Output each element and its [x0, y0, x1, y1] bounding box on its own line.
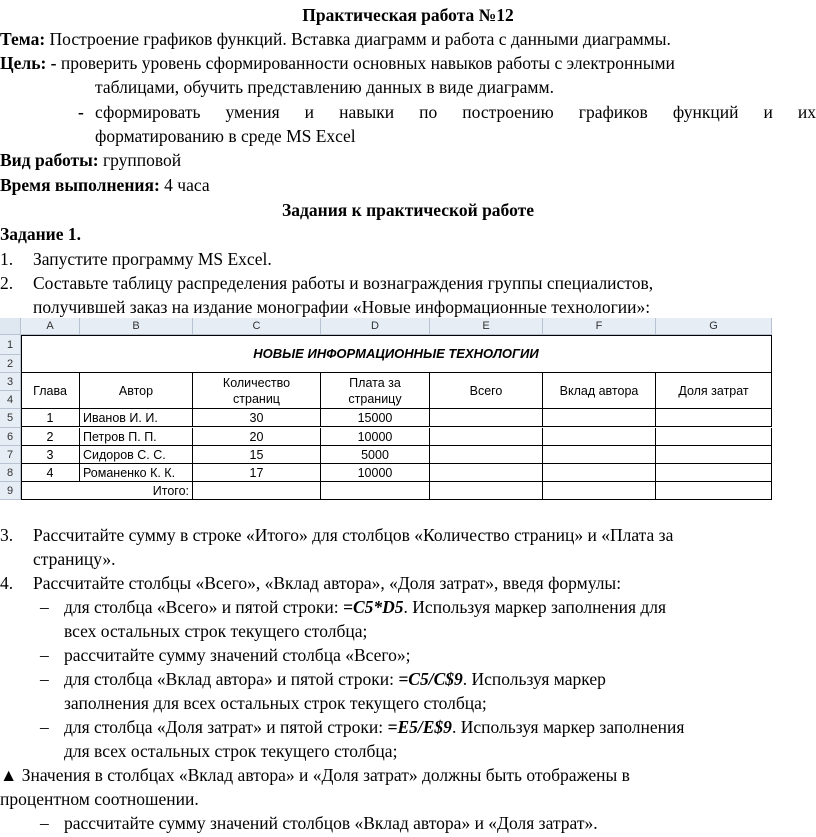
- header-cell: Доля затрат: [656, 373, 772, 409]
- sheet-corner[interactable]: [0, 318, 21, 335]
- header-cell: Количество страниц: [193, 373, 321, 409]
- row-header-6[interactable]: 6: [0, 428, 21, 446]
- row-header-4[interactable]: 4: [0, 391, 21, 409]
- column-header-d[interactable]: D: [321, 318, 430, 335]
- row-header-5[interactable]: 5: [0, 409, 21, 428]
- header-cell: Всего: [430, 373, 543, 409]
- task1-heading: Задание 1.: [0, 224, 82, 244]
- table-cell[interactable]: [543, 409, 656, 427]
- table-cell[interactable]: 5000: [321, 446, 430, 464]
- column-header-g[interactable]: G: [656, 318, 772, 335]
- table-cell[interactable]: 10000: [321, 428, 430, 446]
- table-cell[interactable]: 10000: [321, 464, 430, 482]
- row-header-1[interactable]: 1: [0, 335, 21, 355]
- column-header-c[interactable]: C: [193, 318, 321, 335]
- column-header-b[interactable]: B: [80, 318, 193, 335]
- goal-line: Цель: - проверить уровень сформированности основных навыков работы с электронными: [0, 53, 675, 73]
- table-cell[interactable]: [543, 446, 656, 464]
- total-label: Итого:: [21, 482, 193, 500]
- row-header-8[interactable]: 8: [0, 464, 21, 482]
- column-header-e[interactable]: E: [430, 318, 543, 335]
- table-cell[interactable]: Романенко К. К.: [80, 464, 193, 482]
- doc-title: Практическая работа №12: [302, 5, 514, 25]
- work-type: Вид работы: групповой: [0, 150, 182, 170]
- table-cell[interactable]: 20: [193, 428, 321, 446]
- table-cell[interactable]: [430, 428, 543, 446]
- table-cell[interactable]: 3: [21, 446, 80, 464]
- table-cell[interactable]: 15000: [321, 409, 430, 427]
- item-3-cont: страницу».: [33, 549, 116, 569]
- table-cell[interactable]: [656, 446, 772, 464]
- table-title: НОВЫЕ ИНФОРМАЦИОННЫЕ ТЕХНОЛОГИИ: [21, 335, 772, 373]
- table-cell[interactable]: Петров П. П.: [80, 428, 193, 446]
- table-cell[interactable]: [430, 446, 543, 464]
- header-cell: Автор: [80, 373, 193, 409]
- table-cell[interactable]: 17: [193, 464, 321, 482]
- total-cell[interactable]: [543, 482, 656, 500]
- header-cell: Вклад автора: [543, 373, 656, 409]
- header-cell: Плата за страницу: [321, 373, 430, 409]
- table-cell[interactable]: 2: [21, 428, 80, 446]
- table-cell[interactable]: [543, 428, 656, 446]
- subitem-3-cont: заполнения для всех остальных строк текущего столбца;: [64, 693, 487, 713]
- duration: Время выполнения: 4 часа: [0, 175, 210, 195]
- column-header-a[interactable]: A: [21, 318, 80, 335]
- subitem-4-cont: для всех остальных строк текущего столбца;: [64, 741, 398, 761]
- table-cell[interactable]: [430, 409, 543, 427]
- goal2-line: - сформировать умения и навыки по построению графиков функций и их: [78, 102, 816, 122]
- note-line: ▲ Значения в столбцах «Вклад автора» и «Доля затрат» должны быть отображены в: [0, 765, 630, 785]
- table-cell[interactable]: Иванов И. И.: [80, 409, 193, 427]
- row-header-9[interactable]: 9: [0, 482, 21, 500]
- excel-sheet: [0, 318, 772, 518]
- table-cell[interactable]: [430, 464, 543, 482]
- total-cell[interactable]: [656, 482, 772, 500]
- subitem-1-cont: всех остальных строк текущего столбца;: [64, 621, 368, 641]
- table-cell[interactable]: Сидоров С. С.: [80, 446, 193, 464]
- topic-line: Тема: Построение графиков функций. Вставка диаграмм и работа с данными диаграммы.: [0, 29, 671, 49]
- table-cell[interactable]: [656, 428, 772, 446]
- total-cell[interactable]: [193, 482, 321, 500]
- table-cell[interactable]: [656, 464, 772, 482]
- total-cell[interactable]: [321, 482, 430, 500]
- item-2-cont: получившей заказ на издание монографии «Новые информационные технологии»:: [33, 297, 651, 317]
- table-cell[interactable]: 30: [193, 409, 321, 427]
- total-cell[interactable]: [430, 482, 543, 500]
- table-cell[interactable]: 4: [21, 464, 80, 482]
- tasks-heading: Задания к практической работе: [282, 200, 534, 220]
- row-header-2[interactable]: 2: [0, 355, 21, 373]
- row-header-3[interactable]: 3: [0, 373, 21, 391]
- table-cell[interactable]: 1: [21, 409, 80, 427]
- row-header-7[interactable]: 7: [0, 446, 21, 464]
- table-cell[interactable]: [543, 464, 656, 482]
- table-cell[interactable]: 15: [193, 446, 321, 464]
- header-cell: Глава: [21, 373, 80, 409]
- note-line-cont: процентном соотношении.: [0, 789, 199, 809]
- goal-line-cont: таблицами, обучить представлению данных в виде диаграмм.: [95, 77, 554, 97]
- goal2-line-cont: форматированию в среде MS Excel: [95, 126, 356, 146]
- column-header-f[interactable]: F: [543, 318, 656, 335]
- table-cell[interactable]: [656, 409, 772, 427]
